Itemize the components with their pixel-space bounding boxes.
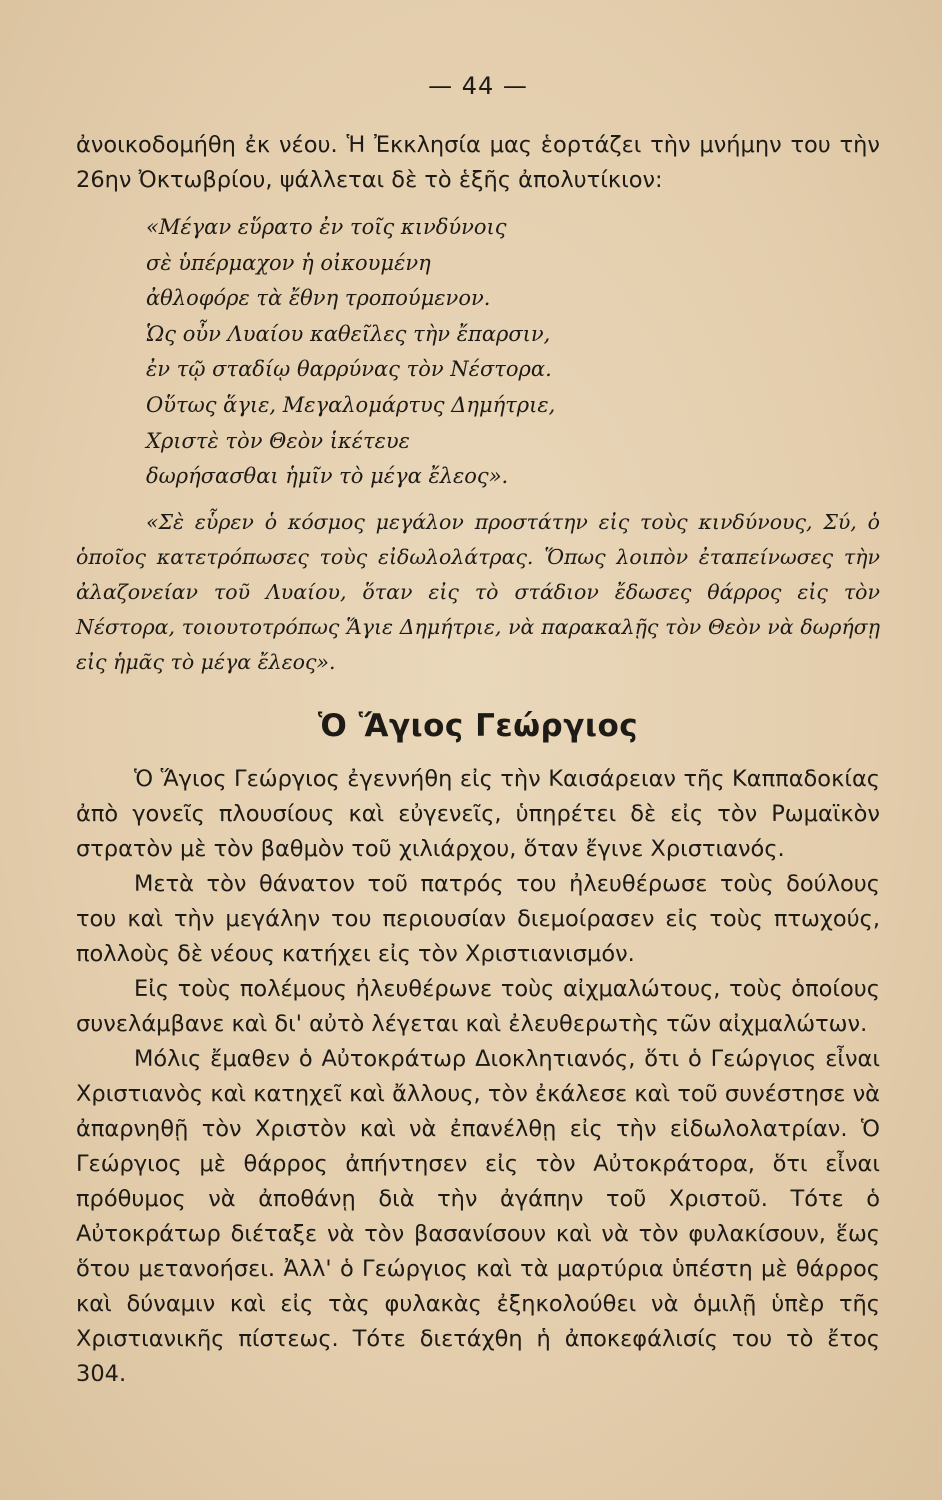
body-paragraph: Ὁ Ἅγιος Γεώργιος ἐγεννήθη εἰς τὴν Καισάρειαν τῆς Καππαδοκίας ἀπὸ γονεῖς πλουσίους καὶ εὐγενεῖς, ὑπηρέτει δὲ εἰς τὸν Ρωμαϊκὸν στρατὸν μὲ τὸν βαθμὸν τοῦ χιλιάρχου, ὅταν ἔγινε Χριστιανός. — [76, 765, 880, 862]
apolytikion-hymn — [146, 210, 880, 495]
body-paragraph: Μετὰ τὸν θάνατον τοῦ πατρός του ἠλευθέρωσε τοὺς δούλους του καὶ τὴν μεγάλην του περιουσίαν διεμοίρασεν εἰς τοὺς πτωχούς, πολλοὺς δὲ νέους κατήχει εἰς τὸν Χριστιανισμόν. — [76, 870, 880, 967]
intro-paragraph: ἀνοικοδομήθη ἐκ νέου. Ἡ Ἐκκλησία μας ἑορτάζει τὴν μνήμην του τὴν 26ην Ὀκτωβρίου, ψάλλεται δὲ τὸ ἑξῆς ἀπολυτίκιον: — [76, 132, 880, 193]
hymn-line: «Μέγαν εὕρατο ἐν τοῖς κινδύνοις — [146, 215, 507, 239]
page-number: — 44 — — [428, 72, 528, 100]
hymn-line: Χριστὲ τὸν Θεὸν ἱκέτευε — [146, 428, 410, 453]
hymn-line: Οὕτως ἅγιε, Μεγαλομάρτυς Δημήτριε, — [146, 392, 556, 417]
body-paragraph: Μόλις ἔμαθεν ὁ Αὐτοκράτωρ Διοκλητιανός, ὅτι ὁ Γεώργιος εἶναι Χριστιανὸς καὶ κατηχεῖ καὶ ἄλλους, τὸν ἐκάλεσε καὶ τοῦ συνέστησε νὰ ἀπαρνηθῇ τὸν Χριστὸν καὶ νὰ ἐπανέλθῃ εἰς τὴν εἰδωλολατρίαν. Ὁ Γεώργιος μὲ θάρρος ἀπήντησεν εἰς τὸν Αὐτοκράτορα, ὅτι εἶναι πρόθυμος νὰ ἀποθάνῃ διὰ τὴν ἀγάπην τοῦ Χριστοῦ. Τότε ὁ Αὐτοκράτωρ διέταξε νὰ τὸν βασανίσουν καὶ νὰ τὸν φυλακίσουν, ἕως ὅτου μετανοήσει. Ἀλλ' ὁ Γεώργιος καὶ τὰ μαρτύρια ὑπέστη μὲ θάρρος καὶ δύναμιν καὶ εἰς τὰς φυλακὰς ἐξηκολούθει νὰ ὁμιλῇ ὑπὲρ τῆς Χριστιανικῆς πίστεως. Τότε διετάχθη ἡ ἀποκεφάλισίς του τὸ ἔτος 304. — [76, 1045, 880, 1387]
hymn-line: Ὡς οὖν Λυαίου καθεῖλες τὴν ἔπαρσιν, — [146, 321, 551, 346]
body-paragraph: Εἰς τοὺς πολέμους ἠλευθέρωνε τοὺς αἰχμαλώτους, τοὺς ὁποίους συνελάμβανε καὶ δι' αὐτὸ λέγεται καὶ ἐλευθερωτὴς τῶν αἰχμαλώτων. — [76, 975, 880, 1037]
section-title: Ὁ Ἅγιος Γεώργιος — [317, 707, 639, 744]
hymn-line: ἐν τῷ σταδίῳ θαρρύνας τὸν Νέστορα. — [146, 357, 552, 382]
hymn-line: ἀθλοφόρε τὰ ἔθνη τροπούμενον. — [146, 286, 491, 311]
hymn-line: δωρήσασθαι ἡμῖν τὸ μέγα ἔλεος». — [146, 464, 509, 489]
hymn-paraphrase: «Σὲ εὗρεν ὁ κόσμος μεγάλον προστάτην εἰς τοὺς κινδύνους, Σύ, ὁ ὁποῖος κατετρόπωσες τοὺς εἰδωλολάτρας. Ὅπως λοιπὸν ἐταπείνωσες τὴν ἀλαζονείαν τοῦ Λυαίου, ὅταν εἰς τὸ στάδιον ἔδωσες θάρρος εἰς τὸν Νέστορα, τοιουτοτρόπως Ἅγιε Δημήτριε, νὰ παρακαλῇς τὸν Θεὸν νὰ δωρήσῃ εἰς ἡμᾶς τὸ μέγα ἔλεος». — [76, 509, 880, 674]
hymn-line: σὲ ὑπέρμαχον ἡ οἰκουμένη — [146, 250, 431, 275]
section-body — [76, 762, 880, 1392]
